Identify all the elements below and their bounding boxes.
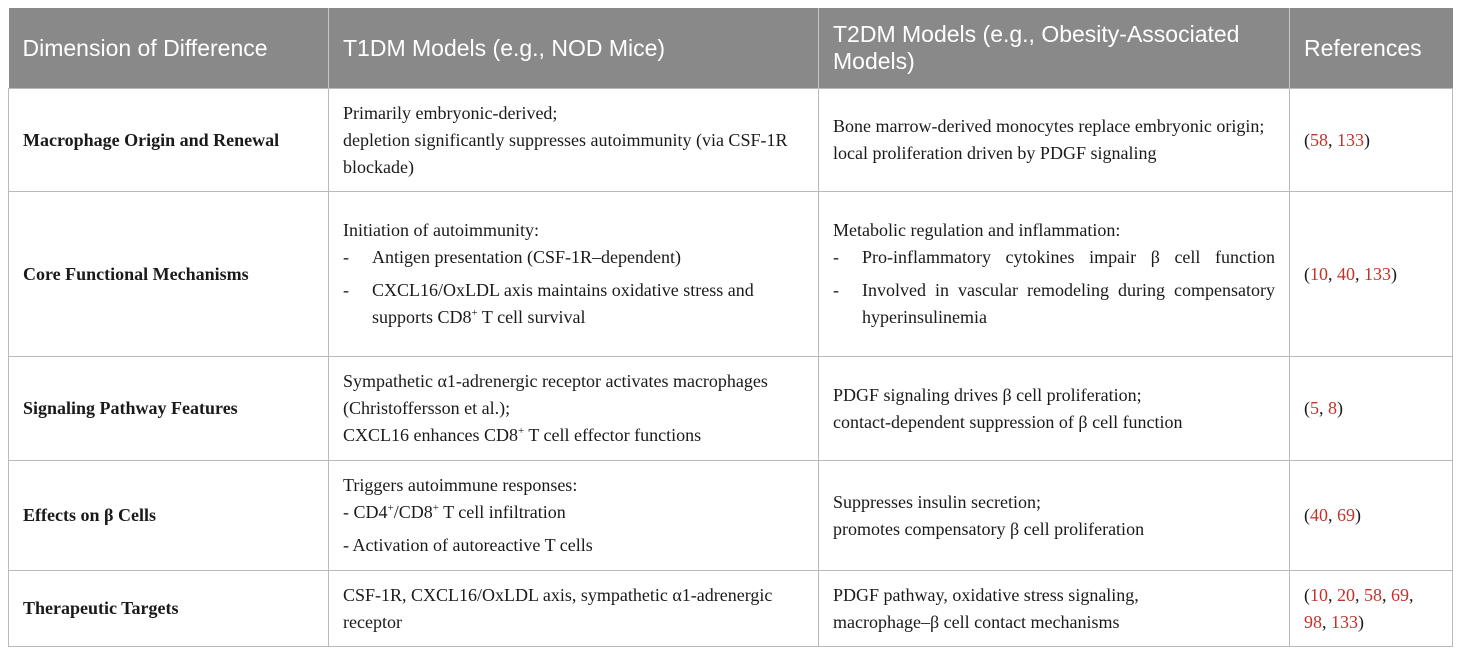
t1dm-cell: CSF-1R, CXCL16/OxLDL axis, sympathetic α1-adrenergic receptor (329, 571, 819, 647)
cell-line: - CD4+/CD8+ T cell infiltration (343, 502, 566, 522)
cell-line: Primarily embryonic-derived; (343, 102, 558, 123)
bullet-text: CXCL16/OxLDL axis maintains oxidative stress and supports CD8+ T cell survival (372, 280, 754, 327)
cell-line: PDGF signaling drives β cell proliferation; (833, 384, 1142, 405)
reference-link[interactable]: 58 (1310, 129, 1328, 150)
bullet-text: Antigen presentation (CSF-1R–dependent) (372, 247, 681, 267)
bullet-text: Pro-inflammatory cytokines impair β cell function (862, 247, 1275, 267)
reference-link[interactable]: 58 (1364, 584, 1382, 605)
bullet-text: Involved in vascular remodeling during compensatory hyperinsulinemia (862, 280, 1275, 327)
cell-line: macrophage–β cell contact mechanisms (833, 611, 1120, 632)
cell-line: - Activation of autoreactive T cells (343, 535, 593, 555)
row-dimension: Signaling Pathway Features (9, 357, 329, 461)
reference-link[interactable]: 69 (1337, 505, 1355, 525)
cell-line: Metabolic regulation and inflammation: (833, 220, 1121, 240)
table-row (9, 461, 1453, 571)
t2dm-cell (819, 571, 1290, 647)
reference-link[interactable]: 40 (1337, 263, 1355, 284)
reference-link[interactable]: 10 (1310, 584, 1328, 605)
t1dm-cell (329, 461, 819, 571)
header-dimension: Dimension of Difference (9, 8, 329, 89)
t1dm-cell (329, 192, 819, 357)
t2dm-cell (819, 461, 1290, 571)
cell-line: contact-dependent suppression of β cell function (833, 411, 1183, 432)
reference-link[interactable]: 5 (1310, 398, 1319, 418)
reference-link[interactable]: 69 (1391, 584, 1409, 605)
cell-line: CXCL16 enhances CD8+ T cell effector functions (343, 425, 702, 445)
table-row (9, 89, 1453, 192)
cell-line: local proliferation driven by PDGF signaling (833, 143, 1157, 163)
references-cell: (10, 20, 58, 69, 98, 133) (1290, 571, 1453, 647)
cell-line: PDGF pathway, oxidative stress signaling, (833, 584, 1139, 605)
references-cell: (40, 69) (1290, 461, 1453, 571)
reference-link[interactable]: 133 (1337, 129, 1364, 150)
reference-link[interactable]: 98 (1304, 611, 1322, 632)
references-cell: (58, 133) (1290, 89, 1453, 192)
cell-line: Sympathetic α1-adrenergic receptor activates macrophages (Christoffersson et al.); (343, 371, 768, 418)
row-dimension: Core Functional Mechanisms (9, 192, 329, 357)
cell-line: Initiation of autoimmunity: (343, 220, 539, 240)
table-row (9, 571, 1453, 647)
bullet-item: - Involved in vascular remodeling during compensatory hyperinsulinemia (833, 277, 1275, 331)
t1dm-cell (329, 89, 819, 192)
reference-link[interactable]: 133 (1331, 611, 1358, 632)
reference-link[interactable]: 10 (1310, 263, 1328, 284)
t2dm-cell (819, 89, 1290, 192)
cell-line: Suppresses insulin secretion; (833, 491, 1041, 512)
row-dimension: Therapeutic Targets (9, 571, 329, 647)
t2dm-cell (819, 192, 1290, 357)
table-row (9, 357, 1453, 461)
header-row (9, 8, 1453, 89)
row-dimension: Macrophage Origin and Renewal (9, 89, 329, 192)
reference-link[interactable]: 40 (1310, 505, 1328, 525)
bullet-item: - Pro-inflammatory cytokines impair β cell function (833, 244, 1275, 271)
header-t2dm: T2DM Models (e.g., Obesity-Associated Models) (819, 8, 1290, 89)
bullet-item: - CXCL16/OxLDL axis maintains oxidative stress and supports CD8+ T cell survival (343, 277, 804, 331)
cell-line: Triggers autoimmune responses: (343, 475, 578, 495)
bullet-item: - Antigen presentation (CSF-1R–dependent) (343, 244, 804, 271)
t1dm-cell (329, 357, 819, 461)
t2dm-cell (819, 357, 1290, 461)
header-t1dm: T1DM Models (e.g., NOD Mice) (329, 8, 819, 89)
cell-line: depletion significantly suppresses autoimmunity (via CSF-1R blockade) (343, 129, 788, 177)
references-cell: (10, 40, 133) (1290, 192, 1453, 357)
reference-link[interactable]: 133 (1364, 263, 1391, 284)
comparison-table (8, 8, 1453, 647)
header-references: References (1290, 8, 1453, 89)
reference-link[interactable]: 20 (1337, 584, 1355, 605)
references-cell: (5, 8) (1290, 357, 1453, 461)
cell-line: Bone marrow-derived monocytes replace embryonic origin; (833, 116, 1265, 136)
row-dimension: Effects on β Cells (9, 461, 329, 571)
table-row (9, 192, 1453, 357)
reference-link[interactable]: 8 (1328, 398, 1337, 418)
cell-line: promotes compensatory β cell proliferation (833, 518, 1145, 539)
